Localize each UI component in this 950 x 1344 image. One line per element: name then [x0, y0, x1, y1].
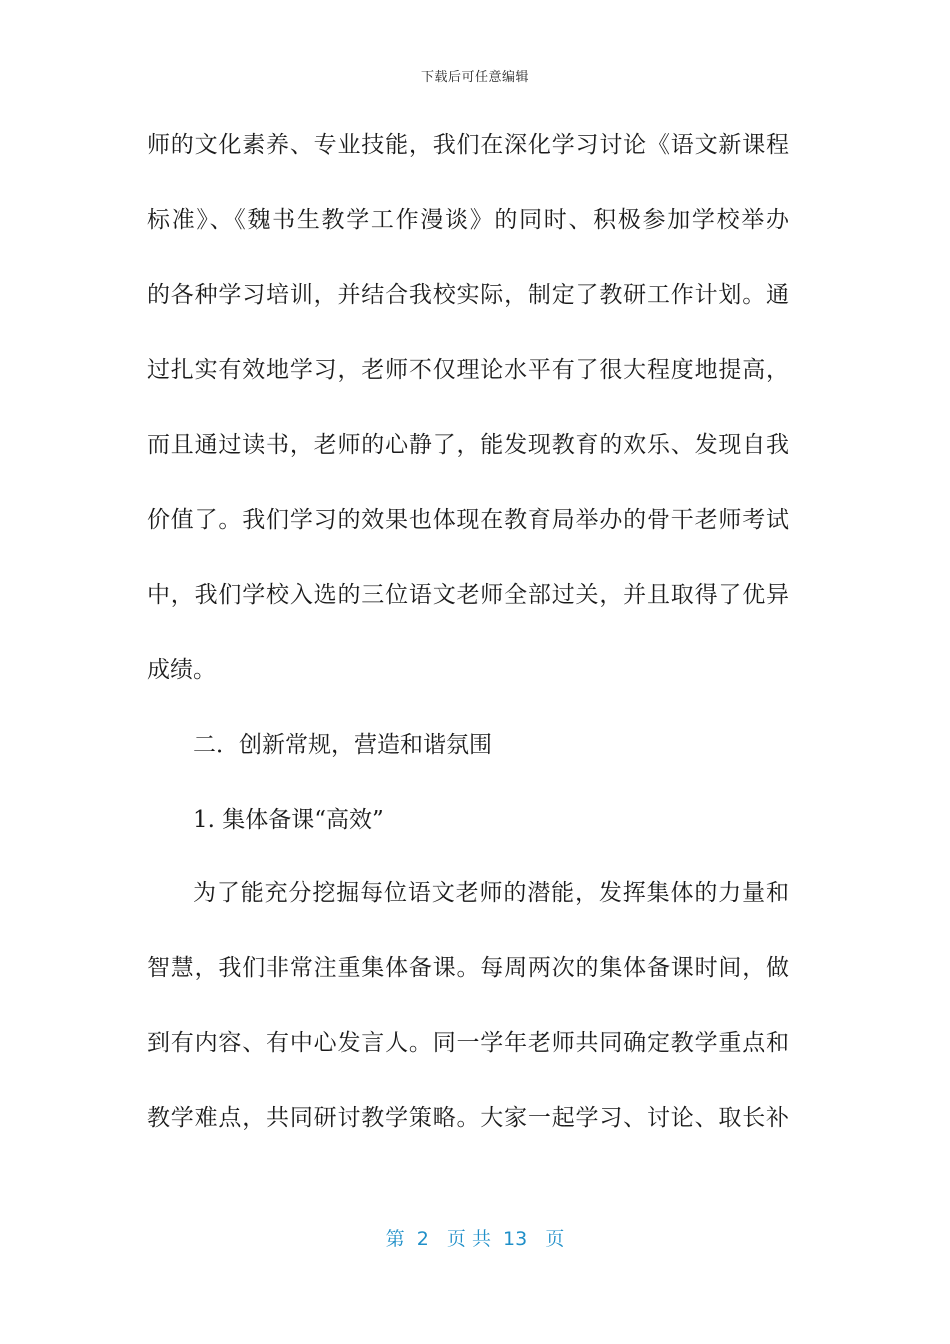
text-line: 成绩。 — [147, 657, 216, 683]
text-line: 到有内容、有中心发言人。同一学年老师共同确定教学重点和 — [147, 1030, 789, 1056]
text-line: 智慧，我们非常注重集体备课。每周两次的集体备课时间，做 — [147, 955, 789, 981]
subsection-heading: 1. 集体备课“高效” — [193, 807, 384, 833]
text-line: 为了能充分挖掘每位语文老师的潜能，发挥集体的力量和 — [193, 880, 789, 906]
text-line: 的各种学习培训，并结合我校实际，制定了教研工作计划。通 — [147, 282, 789, 308]
header-note: 下载后可任意编辑 — [420, 70, 529, 85]
text-line: 师的文化素养、专业技能，我们在深化学习讨论《语文新课程 — [147, 132, 789, 158]
text-line: 而且通过读书，老师的心静了，能发现教育的欢乐、发现自我 — [147, 432, 789, 458]
text-line: 价值了。我们学习的效果也体现在教育局举办的骨干老师考试 — [147, 507, 789, 533]
section-heading: 二．创新常规，营造和谐氛围 — [193, 732, 492, 758]
text-line: 教学难点，共同研讨教学策略。大家一起学习、讨论、取长补 — [147, 1105, 789, 1131]
text-line: 过扎实有效地学习，老师不仅理论水平有了很大程度地提高， — [147, 357, 789, 383]
page-number-footer: 第 2 页 共 13 页 — [385, 1228, 565, 1250]
text-line: 标准》、《魏书生教学工作漫谈》的同时、积极参加学校举办 — [147, 207, 789, 233]
text-line: 中，我们学校入选的三位语文老师全部过关，并且取得了优异 — [147, 582, 789, 608]
